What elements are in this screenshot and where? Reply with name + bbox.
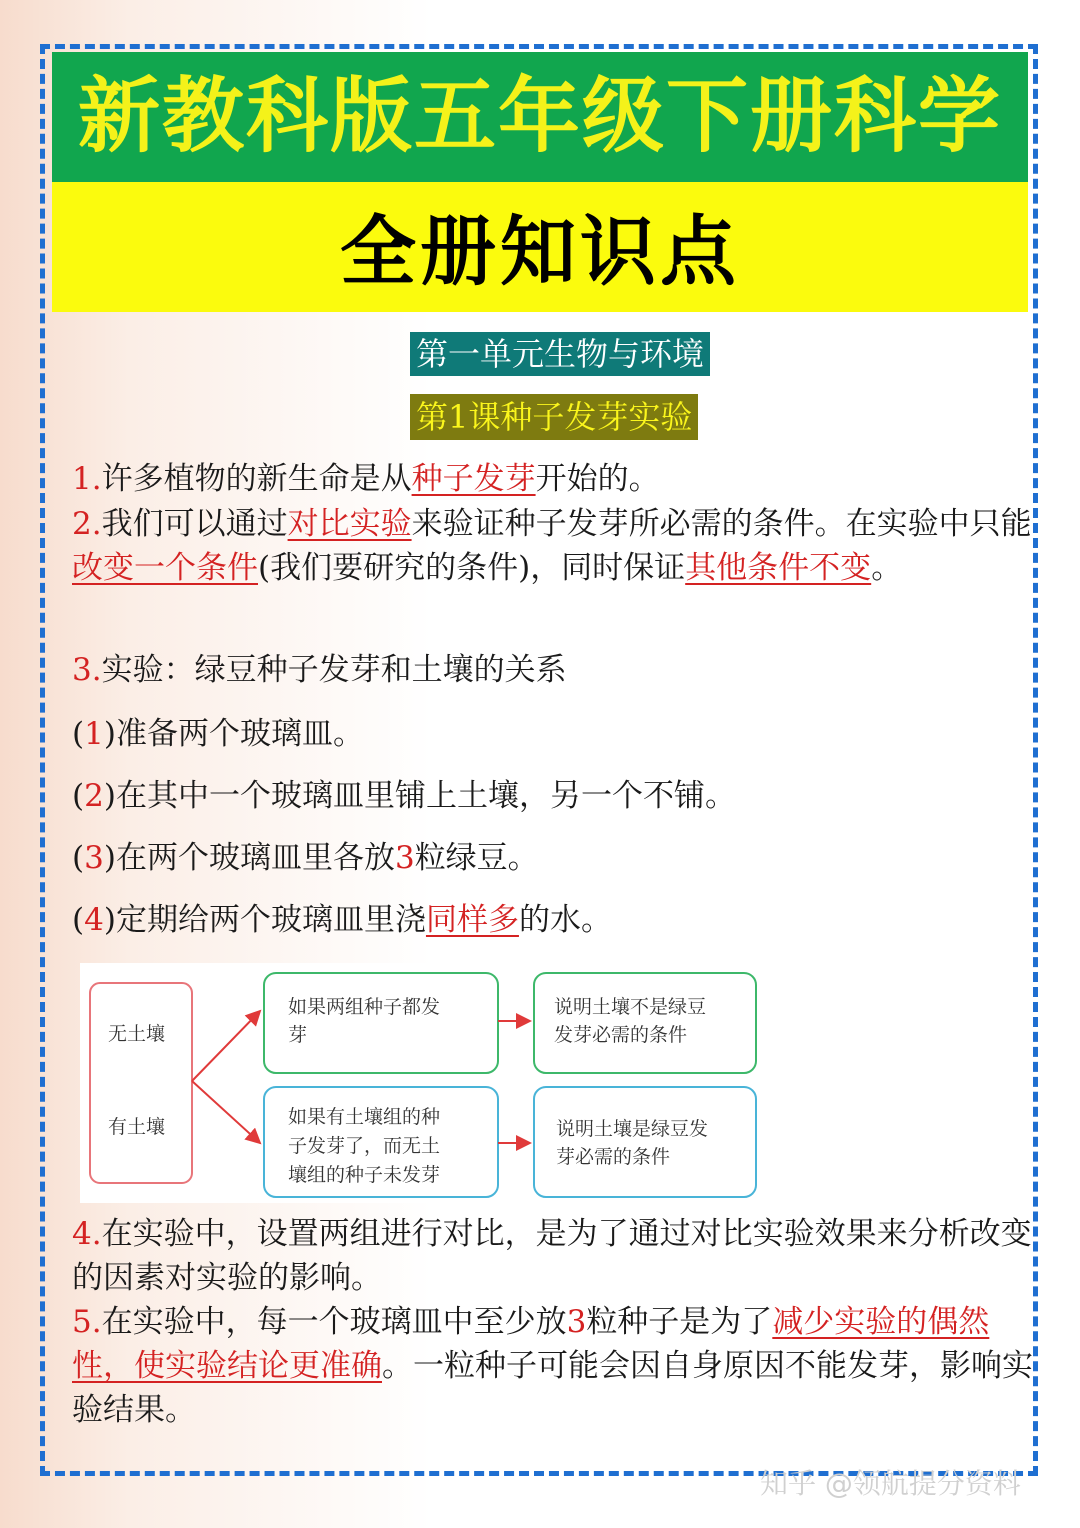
point-text: 许多植物的新生命是从 (101, 461, 412, 497)
step-number: 4 (84, 902, 104, 938)
paren: ) (103, 716, 116, 752)
bottom-middle-line1: 如果有土壤组的种 (288, 1106, 441, 1128)
step-text: 定期给两个玻璃皿里浇 (115, 902, 426, 938)
paren: ) (103, 840, 116, 876)
top-right-line2: 发芽必需的条件 (554, 1024, 688, 1046)
step-text: 准备两个玻璃皿。 (115, 716, 364, 752)
box-top-middle (264, 973, 498, 1073)
step-text: 的水。 (518, 902, 612, 938)
point-number: 2. (72, 506, 102, 542)
top-middle-line2: 芽 (288, 1024, 308, 1046)
point-text: 开始的。 (535, 461, 660, 497)
step-4 (72, 898, 1037, 942)
point-text: 。 (871, 550, 903, 586)
step-number: 1 (84, 716, 104, 752)
highlight-number: 3 (394, 840, 415, 876)
step-1 (72, 712, 1037, 756)
main-subtitle: 全册知识点 (52, 182, 1028, 312)
box-left (90, 983, 192, 1183)
lesson-heading: 第1课种子发芽实验 (410, 394, 698, 440)
point-text: 粒种子是为了 (586, 1304, 773, 1340)
step-2 (72, 774, 1037, 818)
experiment-flow-diagram (80, 963, 768, 1203)
point-number: 1. (72, 461, 102, 497)
paren: ( (72, 902, 85, 938)
label-no-soil: 无土壤 (108, 1023, 166, 1045)
main-title: 新教科版五年级下册科学 (52, 52, 1028, 182)
point-text: 在实验中，设置两组进行对比，是为了通过对比实验效果来分析改变的因素对实验的影响。 (72, 1216, 1032, 1296)
step-text: 在两个玻璃皿里各放 (115, 840, 395, 876)
key-term: 改变一个条件 (72, 550, 258, 586)
key-term: 对比实验 (287, 506, 412, 542)
highlight-number: 3 (566, 1304, 587, 1340)
step-text: 在其中一个玻璃皿里铺上土壤，另一个不铺。 (115, 778, 736, 814)
bottom-middle-line2: 子发芽了，而无土 (288, 1135, 441, 1157)
point-5 (72, 1300, 1037, 1432)
top-right-line1: 说明土壤不是绿豆 (554, 996, 707, 1018)
unit-heading: 第一单元生物与环境 (410, 332, 710, 376)
watermark: 知乎 @领航提分资料 (760, 1467, 1021, 1500)
bottom-middle-line3: 壤组的种子未发芽 (288, 1164, 441, 1186)
box-top-right (534, 973, 756, 1073)
point-3 (72, 648, 1037, 692)
point-number: 5. (72, 1304, 102, 1340)
point-1 (72, 457, 1037, 501)
key-term: 同样多 (425, 902, 519, 938)
point-text: 。一粒种子可能会因自身原因不能发芽，影响实验结果。 (72, 1348, 1033, 1428)
point-text: (我们要研究的条件)，同时保证 (258, 550, 686, 586)
paren: ( (72, 716, 85, 752)
bottom-right-line1: 说明土壤是绿豆发 (556, 1118, 709, 1140)
step-3 (72, 836, 1037, 880)
point-2 (72, 502, 1037, 590)
paren: ) (103, 778, 116, 814)
bottom-right-line2: 芽必需的条件 (556, 1146, 671, 1168)
paren: ) (103, 902, 116, 938)
point-number: 3. (72, 652, 102, 688)
step-number: 3 (84, 840, 104, 876)
branch-arrow-down (192, 1081, 260, 1143)
point-text: 来验证种子发芽所必需的条件。在实验中只能 (411, 506, 1032, 542)
point-text: 我们可以通过 (101, 506, 288, 542)
point-4 (72, 1212, 1037, 1300)
label-with-soil: 有土壤 (108, 1116, 166, 1138)
point-text: 在实验中，每一个玻璃皿中至少放 (101, 1304, 567, 1340)
paren: ( (72, 840, 85, 876)
step-text: 粒绿豆。 (414, 840, 539, 876)
point-number: 4. (72, 1216, 102, 1252)
top-middle-line1: 如果两组种子都发 (288, 996, 441, 1018)
key-term: 其他条件不变 (685, 550, 872, 586)
key-term: 减少实验的偶然性，使实验结论更准确 (72, 1304, 990, 1384)
point-text: 实验：绿豆种子发芽和土壤的关系 (101, 652, 567, 688)
step-number: 2 (84, 778, 104, 814)
branch-arrow-up (192, 1011, 260, 1081)
paren: ( (72, 778, 85, 814)
key-term: 种子发芽 (411, 461, 536, 497)
box-bottom-right (534, 1087, 756, 1197)
